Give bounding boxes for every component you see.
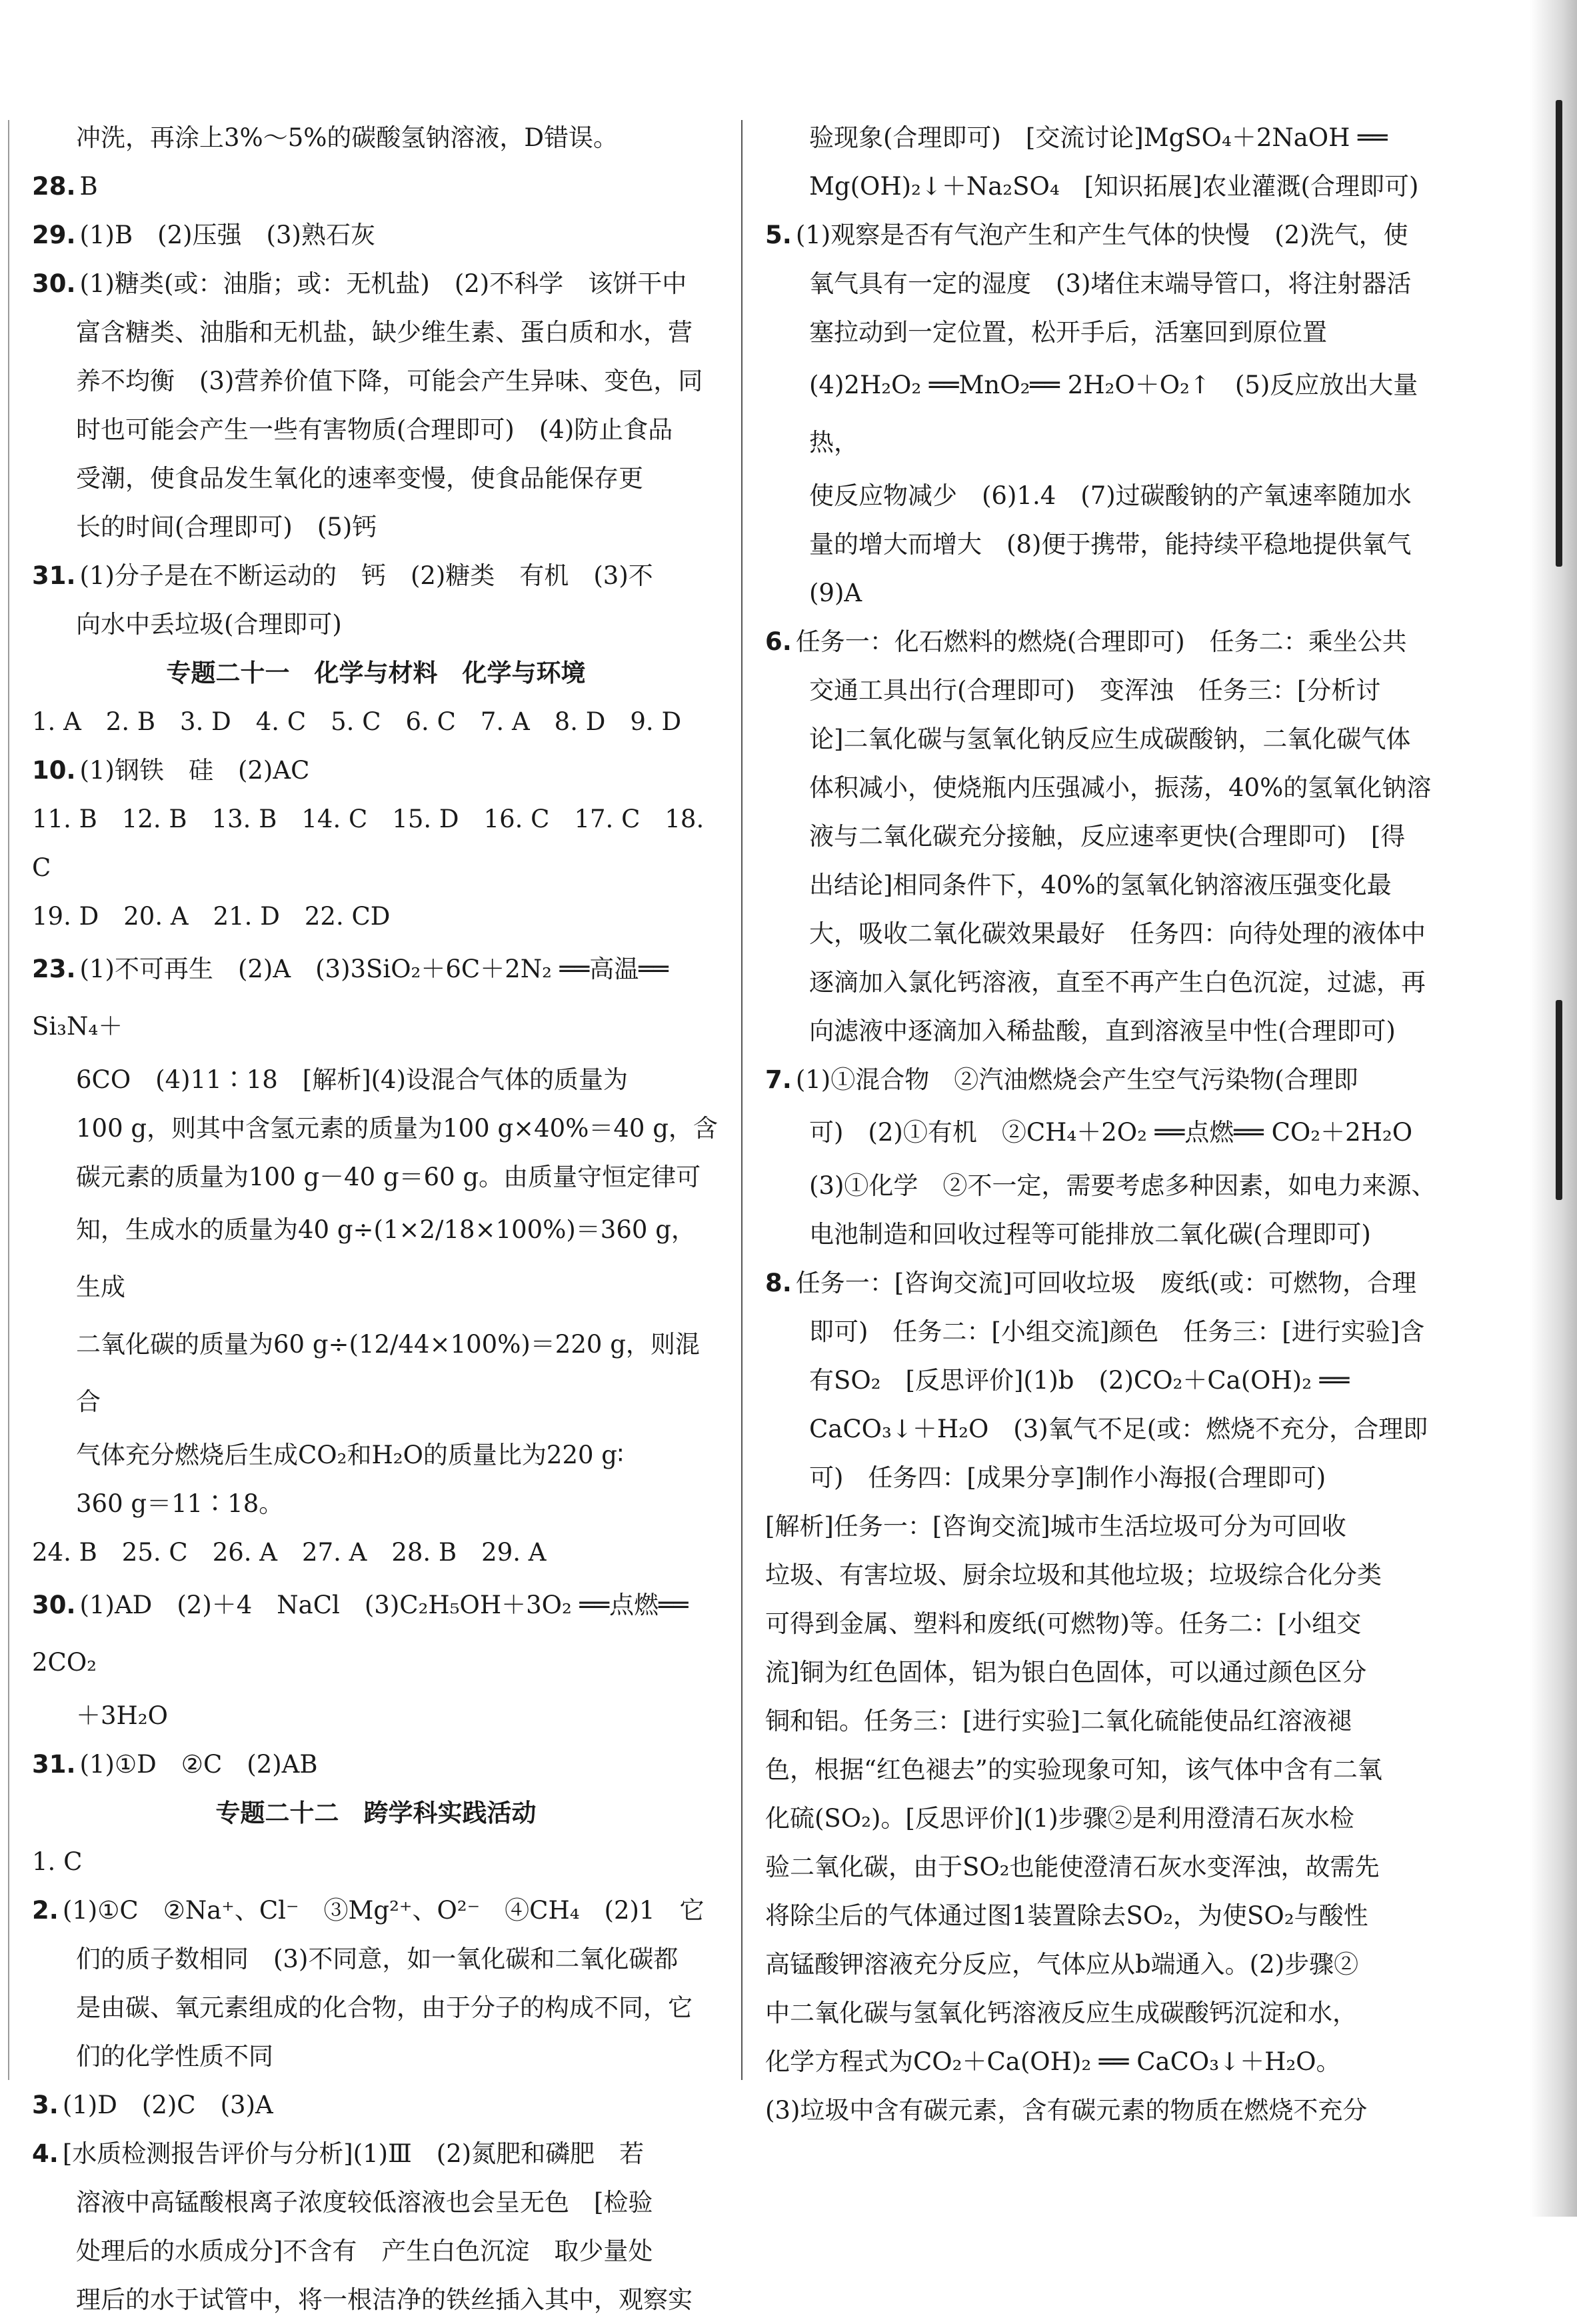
answer-text: B <box>79 172 98 201</box>
text-line: 高锰酸钾溶液充分反应，气体应从b端通入。(2)步骤② <box>765 1950 1359 1979</box>
item-number: 4. <box>32 2139 59 2168</box>
answer-2 <box>32 1886 720 1935</box>
text-line: 流]铜为红色固体，铝为银白色固体，可以通过颜色区分 <box>765 1658 1367 1687</box>
answer-text: (1)B (2)压强 (3)熟石灰 <box>79 221 375 249</box>
text-line: 养不均衡 (3)营养价值下降，可能会产生异味、变色，同 <box>76 367 703 395</box>
answer-text: [水质检测报告评价与分析](1)Ⅲ (2)氮肥和磷肥 若 <box>62 2139 645 2168</box>
answer-6 <box>765 617 1440 666</box>
analysis-line: [解析]任务一：[咨询交流]城市生活垃圾可分为可回收 <box>765 1512 1346 1541</box>
text-line: 化硫(SO₂)。[反思评价](1)步骤②是利用澄清石灰水检 <box>765 1804 1354 1833</box>
item-number: 2. <box>32 1896 59 1925</box>
page-edge-mark <box>1556 100 1562 567</box>
item-number: 29. <box>32 221 76 249</box>
answer-text: (1)D (2)C (3)A <box>62 2091 273 2119</box>
text-line: (3)垃圾中含有碳元素，含有碳元素的物质在燃烧不充分 <box>765 2096 1368 2125</box>
text-line: 们的化学性质不同 <box>76 2042 273 2071</box>
answer-28 <box>32 162 720 211</box>
answer-text: 任务一：[咨询交流]可回收垃圾 废纸(或：可燃物，合理 <box>795 1269 1417 1297</box>
answer-text: (1)糖类(或：油脂；或：无机盐) (2)不科学 该饼干中 <box>79 269 687 298</box>
answer-31-b <box>32 1740 720 1789</box>
answer-30 <box>32 259 720 308</box>
text-line: (4)2H₂O₂ ══MnO₂══ 2H₂O＋O₂↑ (5)反应放出大量热， <box>809 371 1418 457</box>
text-line: Mg(OH)₂↓＋Na₂SO₄ [知识拓展]农业灌溉(合理即可) <box>809 172 1419 201</box>
answer-23 <box>32 941 720 1055</box>
text-line: 垃圾、有害垃圾、厨余垃圾和其他垃圾；垃圾综合化分类 <box>765 1561 1382 1589</box>
answer-text: (1)不可再生 (2)A (3)3SiO₂＋6C＋2N₂ ══高温══ Si₃N₄＋ <box>32 955 669 1041</box>
text-line: 溶液中高锰酸根离子浓度较低溶液也会呈无色 [检验 <box>76 2188 653 2217</box>
text-line: 化学方程式为CO₂＋Ca(OH)₂ ══ CaCO₃↓＋H₂O。 <box>765 2047 1341 2076</box>
text-line: 360 g＝11∶18。 <box>76 1489 284 1518</box>
text-line: 验二氧化碳，由于SO₂也能使澄清石灰水变浑浊，故需先 <box>765 1853 1380 1881</box>
text-line: 将除尘后的气体通过图1装置除去SO₂，为使SO₂与酸性 <box>765 1901 1368 1930</box>
text-line: 色，根据“红色褪去”的实验现象可知，该气体中含有二氧 <box>765 1755 1382 1784</box>
section-heading-22: 专题二十二 跨学科实践活动 <box>215 1799 537 1827</box>
column-divider <box>741 120 743 2080</box>
page-edge-shadow <box>1530 0 1577 2217</box>
item-number: 31. <box>32 561 76 590</box>
text-line: CaCO₃↓＋H₂O (3)氧气不足(或：燃烧不充分，合理即 <box>809 1415 1428 1443</box>
answer-text: (1)①D ②C (2)AB <box>79 1750 318 1779</box>
text-line: 可) (2)①有机 ②CH₄＋2O₂ ══点燃══ CO₂＋2H₂O <box>809 1118 1413 1147</box>
text-line: 可) 任务四：[成果分享]制作小海报(合理即可) <box>809 1463 1326 1492</box>
answer-8 <box>765 1259 1440 1307</box>
answer-10 <box>32 746 720 795</box>
right-column <box>765 113 1440 2135</box>
text-line: 二氧化碳的质量为60 g÷(12/44×100%)＝220 g，则混合 <box>76 1330 700 1416</box>
answer-text: (1)分子是在不断运动的 钙 (2)糖类 有机 (3)不 <box>79 561 653 590</box>
answer-text: (1)观察是否有气泡产生和产生气体的快慢 (2)洗气，使 <box>795 221 1408 249</box>
text-line: (9)A <box>809 579 862 607</box>
text-line: 向滤液中逐滴加入稀盐酸，直到溶液呈中性(合理即可) <box>809 1017 1396 1045</box>
item-number: 6. <box>765 627 792 656</box>
text-line: 受潮，使食品发生氧化的速率变慢，使食品能保存更 <box>76 464 643 493</box>
answer-29 <box>32 211 720 259</box>
text-line: 可得到金属、塑料和废纸(可燃物)等。任务二：[小组交 <box>765 1609 1362 1638</box>
text-line: 大，吸收二氧化碳效果最好 任务四：向待处理的液体中 <box>809 919 1426 948</box>
text-line: 电池制造和回收过程等可能排放二氧化碳(合理即可) <box>809 1220 1371 1249</box>
item-number: 30. <box>32 1591 76 1619</box>
text-line: 塞拉动到一定位置，松开手后，活塞回到原位置 <box>809 318 1327 347</box>
text-line: 100 g，则其中含氢元素的质量为100 g×40%＝40 g，含 <box>76 1114 718 1143</box>
text-line: 时也可能会产生一些有害物质(合理即可) (4)防止食品 <box>76 415 673 444</box>
text-line: 铜和铝。任务三：[进行实验]二氧化硫能使品红溶液褪 <box>765 1707 1352 1735</box>
answer-text: 任务一：化石燃料的燃烧(合理即可) 任务二：乘坐公共 <box>795 627 1407 656</box>
text-line: 冲洗，再涂上3%～5%的碳酸氢钠溶液，D错误。 <box>76 123 619 152</box>
text-line: 出结论]相同条件下，40%的氢氧化钠溶液压强变化最 <box>809 871 1392 899</box>
text-line: 长的时间(合理即可) (5)钙 <box>76 513 377 541</box>
text-line: 使反应物减少 (6)1.4 (7)过碳酸钠的产氧速率随加水 <box>809 481 1412 510</box>
text-line: 论]二氧化碳与氢氧化钠反应生成碳酸钠，二氧化碳气体 <box>809 725 1411 753</box>
item-number: 10. <box>32 756 76 785</box>
text-line: 是由碳、氧元素组成的化合物，由于分子的构成不同，它 <box>76 1993 693 2022</box>
item-number: 28. <box>32 172 76 201</box>
left-column <box>32 113 720 2324</box>
text-line: 理后的水于试管中，将一根洁净的铁丝插入其中，观察实 <box>76 2285 693 2314</box>
answer-31 <box>32 551 720 600</box>
text-line: 量的增大而增大 (8)便于携带，能持续平稳地提供氧气 <box>809 530 1412 559</box>
text-line: 有SO₂ [反思评价](1)b (2)CO₂＋Ca(OH)₂ ══ <box>809 1366 1350 1395</box>
text-line: 体积减小，使烧瓶内压强减小，振荡，40%的氢氧化钠溶 <box>809 773 1432 802</box>
text-line: 即可) 任务二：[小组交流]颜色 任务三：[进行实验]含 <box>809 1317 1425 1346</box>
item-number: 8. <box>765 1269 792 1297</box>
answer-text: (1)①C ②Na⁺、Cl⁻ ③Mg²⁺、O²⁻ ④CH₄ (2)1 它 <box>62 1896 705 1925</box>
answer-row: 19. D 20. A 21. D 22. CD <box>32 902 391 931</box>
answer-row: 24. B 25. C 26. A 27. A 28. B 29. A <box>32 1538 547 1567</box>
answer-text: (1)AD (2)＋4 NaCl (3)C₂H₅OH＋3O₂ ══点燃══ 2CO₂ <box>32 1591 689 1677</box>
item-number: 7. <box>765 1065 792 1094</box>
text-line: 氧气具有一定的湿度 (3)堵住末端导管口，将注射器活 <box>809 269 1412 298</box>
text-line: 验现象(合理即可) [交流讨论]MgSO₄＋2NaOH ══ <box>809 123 1388 152</box>
text-line: 碳元素的质量为100 g－40 g＝60 g。由质量守恒定律可 <box>76 1163 701 1191</box>
text-line: 6CO (4)11∶18 [解析](4)设混合气体的质量为 <box>76 1065 629 1094</box>
item-number: 3. <box>32 2091 59 2119</box>
answer-text: (1)①混合物 ②汽油燃烧会产生空气污染物(合理即 <box>795 1065 1358 1094</box>
answer-text: (1)钢铁 硅 (2)AC <box>79 756 310 785</box>
text-line: 向水中丢垃圾(合理即可) <box>76 610 342 639</box>
text-line: ＋3H₂O <box>76 1701 168 1730</box>
answer-row: 1. C <box>32 1847 83 1876</box>
text-line: 液与二氧化碳充分接触，反应速率更快(合理即可) [得 <box>809 822 1406 851</box>
answer-30-b <box>32 1577 720 1691</box>
text-line: 富含糖类、油脂和无机盐，缺少维生素、蛋白质和水，营 <box>76 318 693 347</box>
text-line: 气体充分燃烧后生成CO₂和H₂O的质量比为220 g∶ <box>76 1441 624 1469</box>
text-line: 中二氧化碳与氢氧化钙溶液反应生成碳酸钙沉淀和水， <box>765 1999 1357 2027</box>
text-line: 交通工具出行(合理即可) 变浑浊 任务三：[分析讨 <box>809 676 1381 705</box>
text-line: 处理后的水质成分]不含有 产生白色沉淀 取少量处 <box>76 2237 653 2265</box>
text-line: 逐滴加入氯化钙溶液，直至不再产生白色沉淀，过滤，再 <box>809 968 1426 997</box>
item-number: 31. <box>32 1750 76 1779</box>
item-number: 23. <box>32 955 76 983</box>
section-heading-21: 专题二十一 化学与材料 化学与环境 <box>166 659 586 687</box>
answer-5 <box>765 211 1440 259</box>
text-line: 们的质子数相同 (3)不同意，如一氧化碳和二氧化碳都 <box>76 1945 679 1973</box>
answer-7 <box>765 1055 1440 1104</box>
text-line: (3)①化学 ②不一定，需要考虑多种因素，如电力来源、 <box>809 1171 1436 1200</box>
answer-row: 11. B 12. B 13. B 14. C 15. D 16. C 17. C 18. C <box>32 805 705 882</box>
item-number: 5. <box>765 221 792 249</box>
text-line: 知，生成水的质量为40 g÷(1×2/18×100%)＝360 g，生成 <box>76 1215 696 1301</box>
page-edge-mark <box>1556 1000 1562 1200</box>
answer-row: 1. A 2. B 3. D 4. C 5. C 6. C 7. A 8. D 9. D <box>32 707 682 736</box>
item-number: 30. <box>32 269 76 298</box>
answer-3 <box>32 2081 720 2129</box>
answer-4 <box>32 2129 720 2178</box>
left-margin-line <box>8 120 9 2080</box>
